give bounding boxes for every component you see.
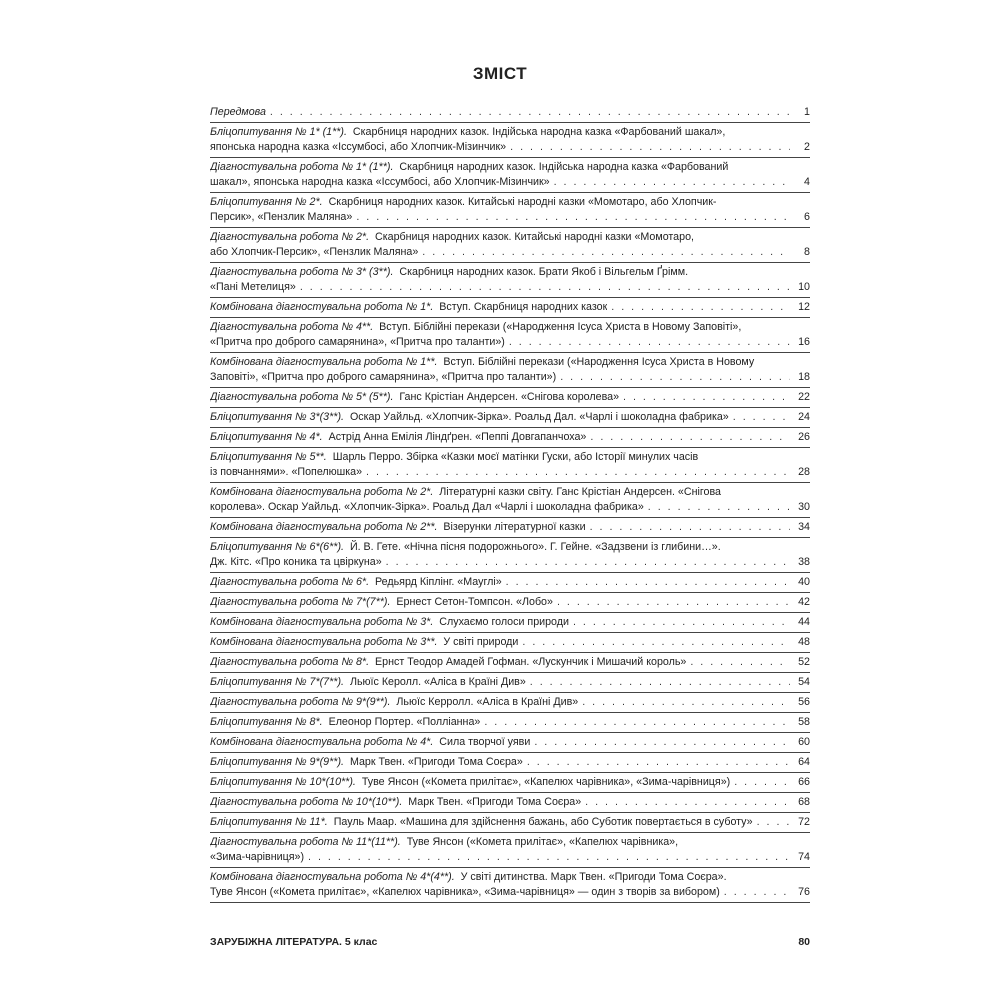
toc-entry-text: Сила творчої уяви bbox=[439, 736, 531, 748]
toc-entry-text: Скарбниця народних казок. Індійська народна казка «Фарбований bbox=[399, 161, 729, 173]
toc-entry-page: 6 bbox=[804, 210, 810, 223]
toc-entry-label: Комбінована діагностувальна робота № 2**. bbox=[210, 521, 438, 533]
toc-entry-page: 26 bbox=[798, 431, 810, 443]
toc-entry-text: Льюїс Керролл. «Аліса в Країні Див» bbox=[396, 696, 579, 708]
leader-dots bbox=[648, 500, 790, 515]
toc-entry[interactable] bbox=[210, 193, 810, 228]
toc-entry-label: Комбінована діагностувальна робота № 1*. bbox=[210, 301, 434, 313]
page-title: ЗМІСТ bbox=[472, 64, 528, 83]
leader-dots bbox=[356, 210, 790, 225]
toc-entry-page: 64 bbox=[798, 756, 810, 768]
toc-entry-page: 52 bbox=[798, 656, 810, 668]
toc-entry[interactable] bbox=[210, 868, 810, 903]
toc-entry-text: Оскар Уайльд. «Хлопчик-Зірка». Роальд Дал. «Чарлі і шоколадна фабрика» bbox=[349, 411, 729, 423]
toc-entry[interactable] bbox=[210, 483, 810, 518]
toc-entry-label: Бліцопитування № 11*. bbox=[210, 816, 328, 828]
leader-dots bbox=[530, 675, 790, 690]
toc-entry-page: 8 bbox=[804, 245, 810, 258]
toc-entry-label: Бліцопитування № 3*(3**). bbox=[210, 411, 344, 423]
toc-entry-label: Діагностувальна робота № 2*. bbox=[210, 231, 370, 243]
toc-entry-text: Ернест Сетон-Томпсон. «Лобо» bbox=[396, 596, 553, 608]
toc-entry[interactable] bbox=[210, 613, 810, 633]
toc-entry-text: Туве Янсон («Комета прилітає», «Капелюх чарівника», «Зима-чарівниця») bbox=[361, 776, 731, 788]
toc-entry-page: 34 bbox=[798, 521, 810, 533]
toc-entry-label: Бліцопитування № 6*(6**). bbox=[210, 541, 344, 553]
leader-dots bbox=[554, 175, 790, 190]
toc-entry-text: Персик», «Пензлик Маляна» bbox=[210, 210, 353, 223]
toc-entry-text: У світі природи bbox=[443, 636, 519, 648]
toc-entry-text: Візерунки літературної казки bbox=[443, 521, 586, 533]
leader-dots bbox=[724, 885, 790, 900]
toc-entry-label: Діагностувальна робота № 5* (5**). bbox=[210, 391, 394, 403]
toc-entry-label: Бліцопитування № 5**. bbox=[210, 451, 327, 463]
leader-dots bbox=[366, 465, 790, 480]
toc-entry[interactable] bbox=[210, 673, 810, 693]
toc-entry-page: 24 bbox=[798, 411, 810, 423]
toc-entry-label: Комбінована діагностувальна робота № 4*(4**). bbox=[210, 871, 455, 883]
toc-entry[interactable] bbox=[210, 318, 810, 353]
leader-dots bbox=[590, 430, 790, 445]
toc-entry-page: 1 bbox=[804, 106, 810, 118]
toc-entry[interactable] bbox=[210, 538, 810, 573]
toc-entry-page: 18 bbox=[798, 370, 810, 383]
leader-dots bbox=[623, 390, 790, 405]
toc-entry-page: 10 bbox=[798, 280, 810, 293]
leader-dots bbox=[522, 635, 790, 650]
toc-entry-text: Елеонор Портер. «Полліанна» bbox=[328, 716, 481, 728]
toc-entry-page: 22 bbox=[798, 391, 810, 403]
toc-entry[interactable] bbox=[210, 428, 810, 448]
toc-entry-label: Комбінована діагностувальна робота № 3**. bbox=[210, 636, 438, 648]
toc-entry-text: Астрід Анна Емілія Ліндґрен. «Пеппі Довгапанчоха» bbox=[328, 431, 587, 443]
toc-entry[interactable] bbox=[210, 353, 810, 388]
toc-entry[interactable] bbox=[210, 793, 810, 813]
toc-entry-text: Пауль Маар. «Машина для здійснення бажань, або Суботик повертається в суботу» bbox=[333, 816, 753, 828]
leader-dots bbox=[585, 795, 790, 810]
footer-page-number: 80 bbox=[798, 936, 810, 948]
toc-entry-page: 44 bbox=[798, 616, 810, 628]
toc-entry-page: 38 bbox=[798, 555, 810, 568]
toc-entry-page: 48 bbox=[798, 636, 810, 648]
leader-dots bbox=[386, 555, 790, 570]
toc-entry[interactable] bbox=[210, 653, 810, 673]
toc-entry-label: Бліцопитування № 10*(10**). bbox=[210, 776, 356, 788]
toc-entry[interactable] bbox=[210, 593, 810, 613]
toc-entry-page: 58 bbox=[798, 716, 810, 728]
toc-entry[interactable] bbox=[210, 388, 810, 408]
toc-entry-label: Бліцопитування № 1* (1**). bbox=[210, 126, 347, 138]
toc-entry-text: Льюїс Керолл. «Аліса в Країні Див» bbox=[349, 676, 526, 688]
leader-dots bbox=[527, 755, 790, 770]
toc-entry-label: Діагностувальна робота № 6*. bbox=[210, 576, 370, 588]
leader-dots bbox=[300, 280, 790, 295]
toc-entry-text: Скарбниця народних казок. Брати Якоб і Вільгельм Ґрімм. bbox=[399, 266, 689, 278]
toc-entry[interactable] bbox=[210, 518, 810, 538]
toc-entry-label: Комбінована діагностувальна робота № 1**. bbox=[210, 356, 438, 368]
toc-entry-text: Дж. Кітс. «Про коника та цвіркуна» bbox=[210, 555, 382, 568]
toc-entry-text: Слухаємо голоси природи bbox=[439, 616, 569, 628]
toc-entry-text: Вступ. Біблійні перекази («Народження Ісуса Христа в Новому bbox=[443, 356, 755, 368]
toc-entry-text: Ганс Крістіан Андерсен. «Снігова королева» bbox=[399, 391, 620, 403]
toc-entry[interactable] bbox=[210, 298, 810, 318]
toc-entry-label: Бліцопитування № 8*. bbox=[210, 716, 323, 728]
toc-entry-text: Й. В. Гете. «Нічна пісня подорожнього». Г. Гейне. «Задзвени із глибини…». bbox=[349, 541, 721, 553]
toc-entry[interactable] bbox=[210, 713, 810, 733]
toc-entry-page: 54 bbox=[798, 676, 810, 688]
toc-entry-page: 2 bbox=[804, 140, 810, 153]
page-footer bbox=[210, 936, 810, 948]
toc-entry[interactable] bbox=[210, 103, 810, 123]
toc-entry-text: японська народна казка «Іссумбосі, або Хлопчик-Мізинчик» bbox=[210, 140, 507, 153]
toc-entry-text: Редьярд Кіплінг. «Мауглі» bbox=[375, 576, 502, 588]
leader-dots bbox=[734, 775, 790, 790]
toc-entry[interactable] bbox=[210, 753, 810, 773]
leader-dots bbox=[422, 245, 790, 260]
leader-dots bbox=[733, 410, 790, 425]
toc-entry-text: Скарбниця народних казок. Китайські народні казки «Момотаро, або Хлопчик- bbox=[328, 196, 717, 208]
toc-entry-label: Діагностувальна робота № 4**. bbox=[210, 321, 374, 333]
leader-dots bbox=[582, 695, 790, 710]
toc-entry-label: Діагностувальна робота № 11*(11**). bbox=[210, 836, 401, 848]
leader-dots bbox=[534, 735, 790, 750]
toc-entry[interactable] bbox=[210, 773, 810, 793]
leader-dots bbox=[573, 615, 790, 630]
leader-dots bbox=[690, 655, 790, 670]
toc-entry-text: Заповіті», «Притча про доброго самарянина», «Притча про таланти») bbox=[210, 370, 557, 383]
toc-entry[interactable] bbox=[210, 263, 810, 298]
leader-dots bbox=[509, 335, 790, 350]
toc-entry[interactable] bbox=[210, 813, 810, 833]
toc-entry-page: 72 bbox=[798, 816, 810, 828]
toc-entry-label: Діагностувальна робота № 10*(10**). bbox=[210, 796, 403, 808]
toc-entry-text: шакал», японська народна казка «Іссумбосі, або Хлопчик-Мізинчик» bbox=[210, 175, 550, 188]
toc-entry-label: Бліцопитування № 7*(7**). bbox=[210, 676, 344, 688]
toc-entry-text: У світі дитинства. Марк Твен. «Пригоди Тома Соєра». bbox=[460, 871, 727, 883]
toc-entry-page: 74 bbox=[798, 850, 810, 863]
toc-entry-text: Скарбниця народних казок. Індійська народна казка «Фарбований шакал», bbox=[352, 126, 726, 138]
toc-entry-label: Комбінована діагностувальна робота № 4*. bbox=[210, 736, 434, 748]
toc-entry[interactable] bbox=[210, 693, 810, 713]
toc-entry-label: Бліцопитування № 4*. bbox=[210, 431, 323, 443]
toc-entry-text: Літературні казки світу. Ганс Крістіан Андерсен. «Снігова bbox=[439, 486, 721, 498]
toc-entry-label: Бліцопитування № 2*. bbox=[210, 196, 323, 208]
table-of-contents bbox=[210, 103, 810, 903]
toc-entry[interactable] bbox=[210, 123, 810, 158]
toc-entry[interactable] bbox=[210, 448, 810, 483]
toc-entry-label: Комбінована діагностувальна робота № 2*. bbox=[210, 486, 434, 498]
toc-entry-page: 28 bbox=[798, 465, 810, 478]
toc-entry-text: Ернст Теодор Амадей Гофман. «Лускунчик і Мишачий король» bbox=[375, 656, 687, 668]
footer-book-title: ЗАРУБІЖНА ЛІТЕРАТУРА. 5 клас bbox=[210, 936, 378, 948]
toc-entry-label: Діагностувальна робота № 1* (1**). bbox=[210, 161, 394, 173]
leader-dots bbox=[308, 850, 790, 865]
toc-entry[interactable] bbox=[210, 633, 810, 653]
leader-dots bbox=[506, 575, 790, 590]
toc-entry-text: Туве Янсон («Комета прилітає», «Капелюх чарівника», bbox=[406, 836, 679, 848]
toc-entry-page: 60 bbox=[798, 736, 810, 748]
toc-entry-label: Діагностувальна робота № 9*(9**). bbox=[210, 696, 391, 708]
leader-dots bbox=[611, 300, 790, 315]
toc-entry[interactable] bbox=[210, 158, 810, 193]
toc-entry[interactable] bbox=[210, 733, 810, 753]
leader-dots bbox=[757, 815, 790, 830]
toc-entry-label: Комбінована діагностувальна робота № 3*. bbox=[210, 616, 434, 628]
toc-entry-page: 12 bbox=[798, 301, 810, 313]
toc-entry-text: «Пані Метелиця» bbox=[210, 280, 296, 293]
toc-entry-text: Туве Янсон («Комета прилітає», «Капелюх чарівника», «Зима-чарівниця» — один з творів за вибором) bbox=[210, 885, 720, 898]
toc-entry-label: Діагностувальна робота № 8*. bbox=[210, 656, 370, 668]
toc-entry-text: «Притча про доброго самарянина», «Притча про таланти») bbox=[210, 335, 505, 348]
toc-entry-text: Скарбниця народних казок. Китайські народні казки «Момотаро, bbox=[375, 231, 694, 243]
toc-entry-text: королева». Оскар Уайльд. «Хлопчик-Зірка». Роальд Дал «Чарлі і шоколадна фабрика» bbox=[210, 500, 644, 513]
toc-entry-text: із повчаннями». «Попелюшка» bbox=[210, 465, 363, 478]
leader-dots bbox=[484, 715, 790, 730]
toc-entry-text: Шарль Перро. Збірка «Казки моєї матінки Гуски, або Історії минулих часів bbox=[332, 451, 699, 463]
toc-entry[interactable] bbox=[210, 573, 810, 593]
toc-entry-text: «Зима-чарівниця») bbox=[210, 850, 305, 863]
toc-entry[interactable] bbox=[210, 833, 810, 868]
toc-entry-page: 42 bbox=[798, 596, 810, 608]
toc-entry-page: 68 bbox=[798, 796, 810, 808]
toc-entry[interactable] bbox=[210, 408, 810, 428]
toc-entry-page: 16 bbox=[798, 335, 810, 348]
toc-entry-label: Передмова bbox=[210, 106, 266, 118]
toc-entry-page: 56 bbox=[798, 696, 810, 708]
toc-entry-text: Вступ. Скарбниця народних казок bbox=[439, 301, 608, 313]
leader-dots bbox=[270, 105, 790, 120]
toc-entry-page: 76 bbox=[798, 885, 810, 898]
leader-dots bbox=[560, 370, 790, 385]
toc-entry-page: 66 bbox=[798, 776, 810, 788]
leader-dots bbox=[590, 520, 790, 535]
toc-entry-page: 40 bbox=[798, 576, 810, 588]
toc-entry-text: Марк Твен. «Пригоди Тома Соєра» bbox=[349, 756, 523, 768]
toc-entry-text: Марк Твен. «Пригоди Тома Соєра» bbox=[408, 796, 582, 808]
toc-entry-label: Бліцопитування № 9*(9**). bbox=[210, 756, 344, 768]
leader-dots bbox=[557, 595, 790, 610]
toc-entry-label: Діагностувальна робота № 7*(7**). bbox=[210, 596, 391, 608]
toc-entry-text: Вступ. Біблійні перекази («Народження Ісуса Христа в Новому Заповіті», bbox=[379, 321, 742, 333]
toc-entry-page: 4 bbox=[804, 175, 810, 188]
leader-dots bbox=[510, 140, 790, 155]
toc-entry-label: Діагностувальна робота № 3* (3**). bbox=[210, 266, 394, 278]
toc-entry-text: або Хлопчик-Персик», «Пензлик Маляна» bbox=[210, 245, 419, 258]
toc-entry[interactable] bbox=[210, 228, 810, 263]
toc-entry-page: 30 bbox=[798, 500, 810, 513]
